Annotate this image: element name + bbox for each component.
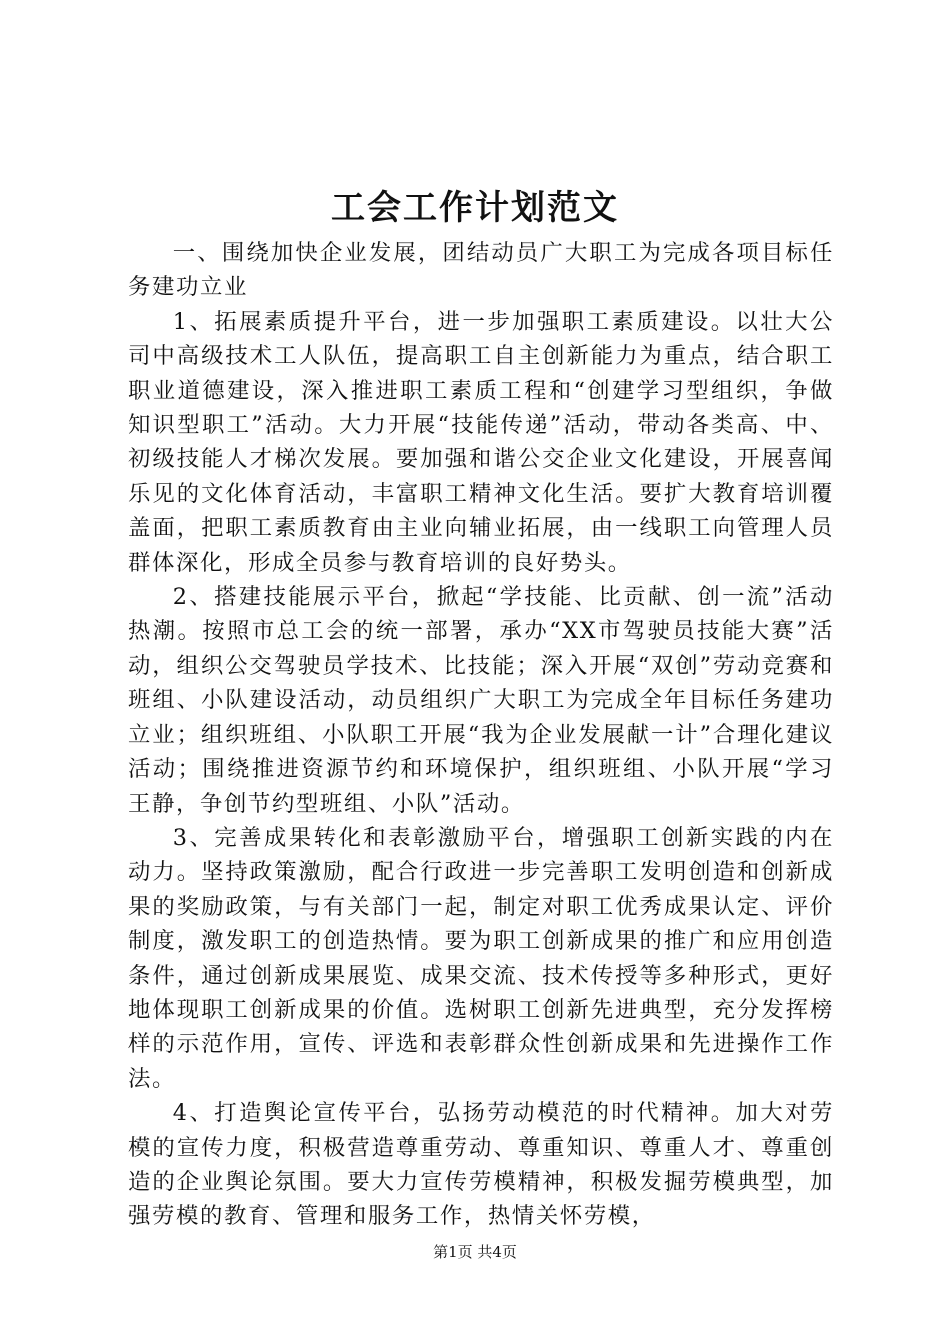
paragraph-4: 4、打造舆论宣传平台，弘扬劳动模范的时代精神。加大对劳模的宣传力度，积极营造尊重劳动、尊重知识、尊重人才、尊重创造的企业舆论氛围。要大力宣传劳模精神，积极发掘劳模典型，加强劳模的教育、管理和服务工作，热情关怀劳模， <box>128 1100 834 1230</box>
page-number-footer: 第1页 共4页 <box>433 1243 517 1261</box>
paragraph-2: 2、搭建技能展示平台，掀起“学技能、比贡献、创一流”活动热潮。按照市总工会的统一部署，承办“XX市驾驶员技能大赛”活动，组织公交驾驶员学技术、比技能；深入开展“双创”劳动竞赛和班组、小队建设活动，动员组织广大职工为完成全年目标任务建功立业；组织班组、小队职工开展“我为企业发展献一计”合理化建议活动；围绕推进资源节约和环境保护，组织班组、小队开展“学习王静，争创节约型班组、小队”活动。 <box>128 584 834 817</box>
paragraph-1: 1、拓展素质提升平台，进一步加强职工素质建设。以壮大公司中高级技术工人队伍，提高职工自主创新能力为重点，结合职工职业道德建设，深入推进职工素质工程和“创建学习型组织，争做知识型职工”活动。大力开展“技能传递”活动，带动各类高、中、初级技能人才梯次发展。要加强和谐公交企业文化建设，开展喜闻乐见的文化体育活动，丰富职工精神文化生活。要扩大教育培训覆盖面，把职工素质教育由主业向辅业拓展，由一线职工向管理人员群体深化，形成全员参与教育培训的良好势头。 <box>128 308 834 576</box>
section-heading: 一、围绕加快企业发展，团结动员广大职工为完成各项目标任务建功立业 <box>128 240 834 301</box>
document-title: 工会工作计划范文 <box>331 188 619 228</box>
document-body <box>128 236 834 1234</box>
paragraph-3: 3、完善成果转化和表彰激励平台，增强职工创新实践的内在动力。坚持政策激励，配合行政进一步完善职工发明创造和创新成果的奖励政策，与有关部门一起，制定对职工优秀成果认定、评价制度，激发职工的创造热情。要为职工创新成果的推广和应用创造条件，通过创新成果展览、成果交流、技术传授等多种形式，更好地体现职工创新成果的价值。选树职工创新先进典型，充分发挥榜样的示范作用，宣传、评选和表彰群众性创新成果和先进操作工作法。 <box>128 824 834 1092</box>
